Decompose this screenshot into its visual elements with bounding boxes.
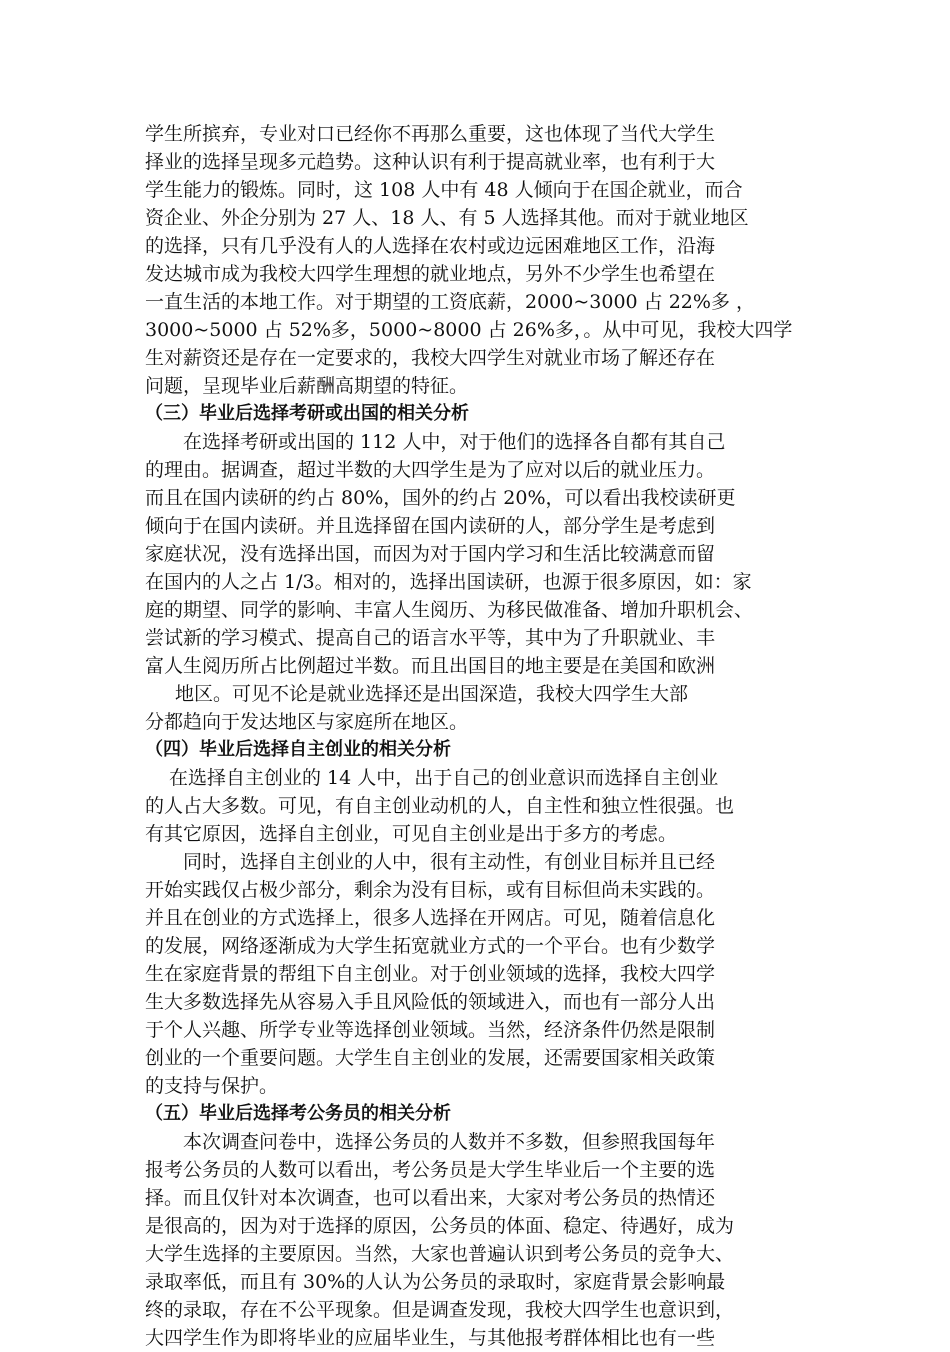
paragraph <box>145 120 810 400</box>
paragraph <box>145 764 810 848</box>
text-line: 终的录取，存在不公平现象。但是调查发现，我校大四学生也意识到， <box>145 1299 735 1321</box>
text-line: 的支持与保护。 <box>145 1075 279 1097</box>
text-line: 的人占大多数。可见，有自主创业动机的人，自主性和独立性很强。也 <box>145 795 735 817</box>
text-line: 倾向于在国内读研。并且选择留在国内读研的人，部分学生是考虑到 <box>145 515 716 537</box>
section-heading: （五）毕业后选择考公务员的相关分析 <box>145 1103 451 1124</box>
paragraph <box>145 428 810 680</box>
text-line: 本次调查问卷中，选择公务员的人数并不多数，但参照我国每年 <box>183 1131 716 1153</box>
text-line: 择。而且仅针对本次调查，也可以看出来，大家对考公务员的热情还 <box>145 1187 716 1209</box>
text-line: 生大多数选择先从容易入手且风险低的领域进入，而也有一部分人出 <box>145 991 716 1013</box>
text-line: 一直生活的本地工作。对于期望的工资底薪，2000~3000 占 22%多 ， <box>145 291 755 313</box>
text-line: 学生所摈弃，专业对口已经你不再那么重要，这也体现了当代大学生 <box>145 123 716 145</box>
text-line: 在国内的人之占 1/3。相对的，选择出国读研，也源于很多原因，如：家 <box>145 571 752 593</box>
text-line: 录取率低，而且有 30%的人认为公务员的录取时，家庭背景会影响最 <box>145 1271 726 1293</box>
section-heading: （三）毕业后选择考研或出国的相关分析 <box>145 403 469 424</box>
text-line: 3000~5000 占 52%多，5000~8000 占 26%多，。从中可见，我校大四学 <box>145 319 793 341</box>
text-line: 在选择考研或出国的 112 人中，对于他们的选择各自都有其自己 <box>183 431 726 453</box>
text-line: 创业的一个重要问题。大学生自主创业的发展，还需要国家相关政策 <box>145 1047 716 1069</box>
text-line: 分都趋向于发达地区与家庭所在地区。 <box>145 711 469 733</box>
text-line: 学生能力的锻炼。同时，这 108 人中有 48 人倾向于在国企就业，而合 <box>145 179 743 201</box>
text-line: 的发展，网络逐渐成为大学生拓宽就业方式的一个平台。也有少数学 <box>145 935 716 957</box>
text-line: 发达城市成为我校大四学生理想的就业地点，另外不少学生也希望在 <box>145 263 716 285</box>
text-line: 生对薪资还是存在一定要求的，我校大四学生对就业市场了解还存在 <box>145 347 716 369</box>
text-line: 生在家庭背景的帮组下自主创业。对于创业领域的选择，我校大四学 <box>145 963 716 985</box>
text-line: 尝试新的学习模式、提高自己的语言水平等，其中为了升职就业、丰 <box>145 627 716 649</box>
text-line: 富人生阅历所占比例超过半数。而且出国目的地主要是在美国和欧洲 <box>145 655 716 677</box>
text-line: 大学生选择的主要原因。当然，大家也普遍认识到考公务员的竞争大、 <box>145 1243 735 1265</box>
text-line: 地区。可见不论是就业选择还是出国深造，我校大四学生大部 <box>175 683 689 705</box>
text-line: 是很高的，因为对于选择的原因，公务员的体面、稳定、待遇好，成为 <box>145 1215 735 1237</box>
paragraph <box>145 680 810 736</box>
text-line: 开始实践仅占极少部分，剩余为没有目标，或有目标但尚未实践的。 <box>145 879 716 901</box>
text-line: 而且在国内读研的约占 80%，国外的约占 20%，可以看出我校读研更 <box>145 487 736 509</box>
text-line: 报考公务员的人数可以看出，考公务员是大学生毕业后一个主要的选 <box>145 1159 716 1181</box>
text-line: 的理由。据调查，超过半数的大四学生是为了应对以后的就业压力。 <box>145 459 716 481</box>
text-line: 并且在创业的方式选择上，很多人选择在开网店。可见，随着信息化 <box>145 907 716 929</box>
document-body <box>145 120 810 1352</box>
paragraph <box>145 1128 810 1352</box>
text-line: 大四学生作为即将毕业的应届毕业生，与其他报考群体相比也有一些 <box>145 1327 716 1349</box>
text-line: 家庭状况，没有选择出国，而因为对于国内学习和生活比较满意而留 <box>145 543 716 565</box>
section-heading: （四）毕业后选择自主创业的相关分析 <box>145 739 451 760</box>
text-line: 在选择自主创业的 14 人中，出于自己的创业意识而选择自主创业 <box>169 767 719 789</box>
text-line: 择业的选择呈现多元趋势。这种认识有利于提高就业率，也有利于大 <box>145 151 716 173</box>
text-line: 有其它原因，选择自主创业，可见自主创业是出于多方的考虑。 <box>145 823 678 845</box>
paragraph <box>145 848 810 1100</box>
text-line: 庭的期望、同学的影响、丰富人生阅历、为移民做准备、增加升职机会、 <box>145 599 754 621</box>
text-line: 同时，选择自主创业的人中，很有主动性，有创业目标并且已经 <box>183 851 716 873</box>
text-line: 资企业、外企分别为 27 人、18 人、有 5 人选择其他。而对于就业地区 <box>145 207 749 229</box>
text-line: 问题，呈现毕业后薪酬高期望的特征。 <box>145 375 469 397</box>
text-line: 的选择，只有几乎没有人的人选择在农村或边远困难地区工作，沿海 <box>145 235 716 257</box>
text-line: 于个人兴趣、所学专业等选择创业领域。当然，经济条件仍然是限制 <box>145 1019 716 1041</box>
